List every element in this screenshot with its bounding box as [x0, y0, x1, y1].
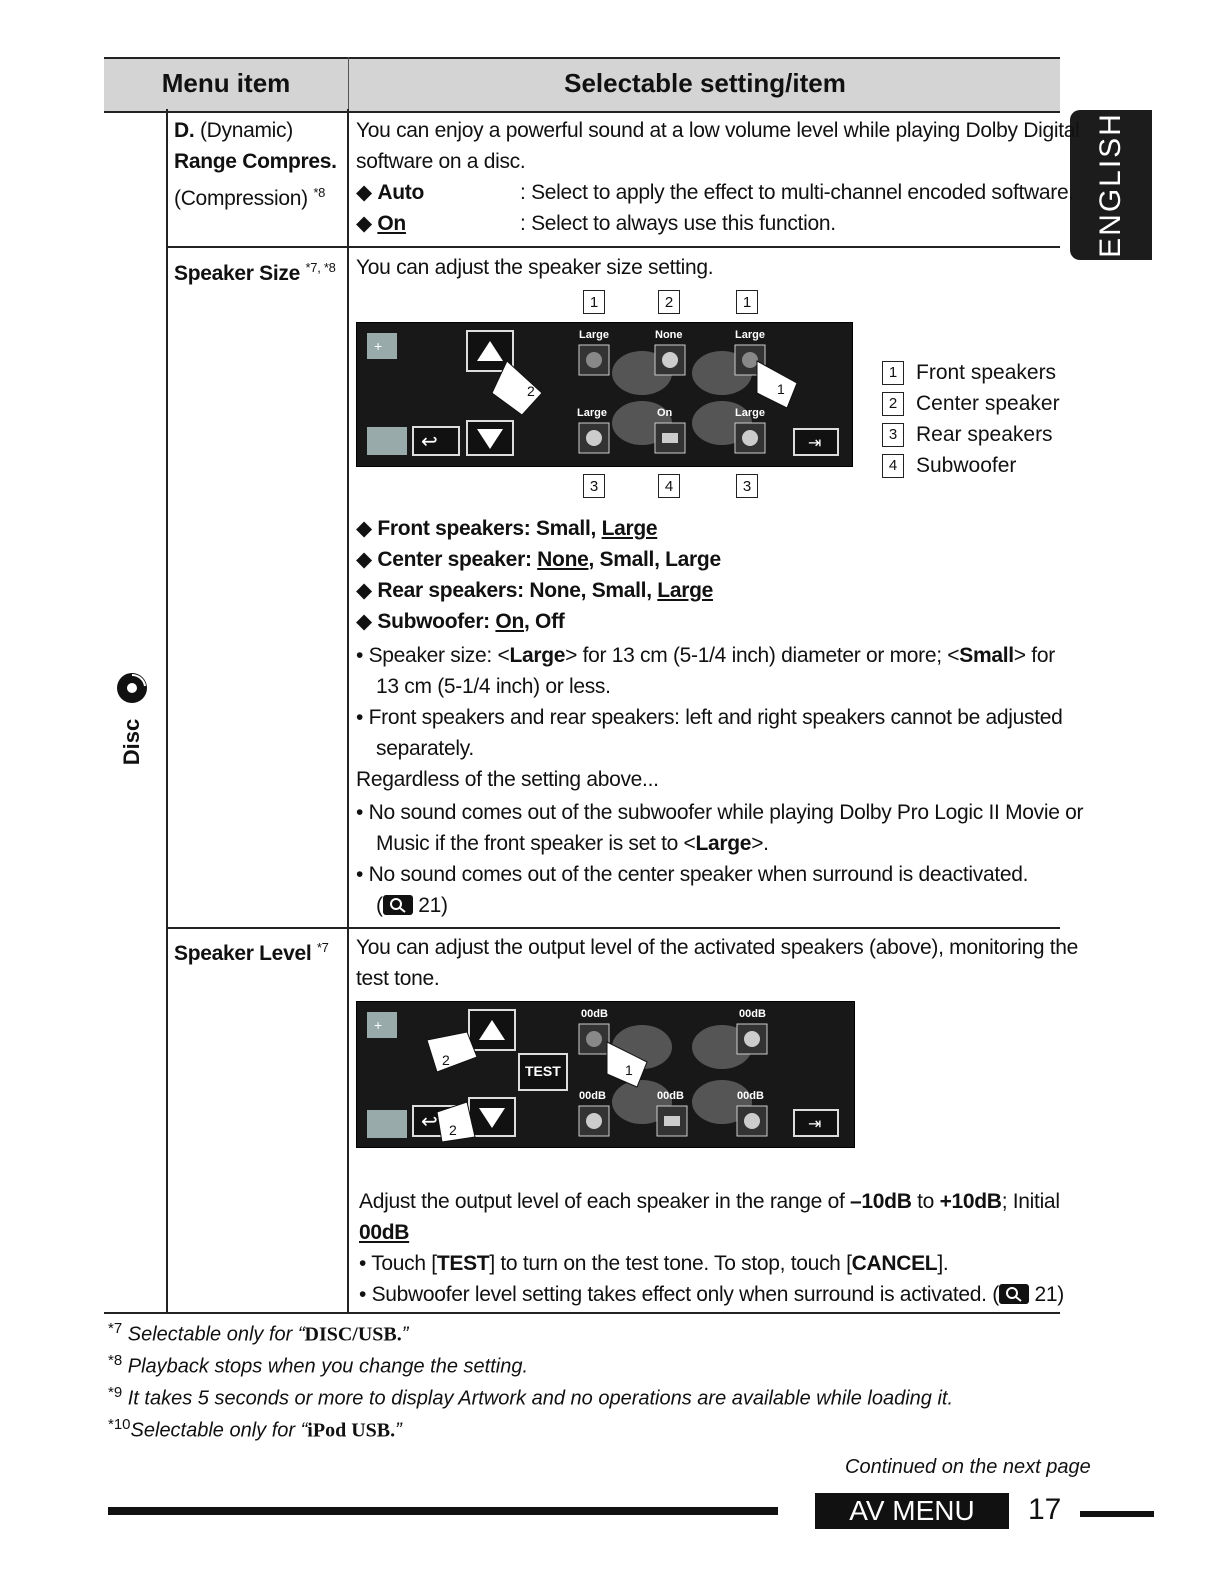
screen-label-rear-left: Large [577, 407, 607, 419]
note-speaker-size-cont: 13 cm (5-1/4 inch) or less. [376, 675, 611, 698]
regardless-text: Regardless of the setting above... [356, 768, 659, 791]
table-bottom-rule [104, 1312, 1060, 1314]
hand-step-2: 2 [527, 383, 535, 399]
legend-item: 1 Front speakers [882, 357, 1060, 388]
screen-label-front-right: Large [735, 329, 765, 341]
callout-number: 4 [658, 474, 680, 498]
footer-section: AV MENU [815, 1493, 1009, 1529]
hand-step-1: 1 [777, 381, 785, 397]
hand-step-2: 2 [449, 1122, 457, 1138]
row-divider-1 [166, 246, 1060, 248]
screen-label-sub: On [657, 407, 673, 419]
speaker-level-illustration [357, 1002, 854, 1147]
note-center: • No sound comes out of the center speaker when surround is deactivated. [356, 863, 1029, 886]
screen-label-rear-right: Large [735, 407, 765, 419]
svg-text:↩: ↩ [421, 431, 438, 453]
level-label: 00dB [737, 1090, 764, 1102]
speaker-size-desc: You can adjust the speaker size setting. [356, 256, 714, 279]
legend-item: 4 Subwoofer [882, 450, 1060, 481]
language-tab: ENGLISH [1070, 110, 1152, 260]
disc-section-label: Disc [112, 670, 152, 760]
level-label: 00dB [739, 1008, 766, 1020]
screen-label-front: Large [579, 329, 609, 341]
speaker-level-desc-2: test tone. [356, 967, 440, 990]
callout-number: 1 [736, 290, 758, 314]
col-divider-mid [347, 109, 349, 1313]
drc-opt-auto-desc: : Select to apply the effect to multi-channel encoded software. [520, 181, 1074, 204]
adjust-range: Adjust the output level of each speaker in the range of –10dB to +10dB; Initial [359, 1190, 1060, 1213]
drc-opt-on-desc: : Select to always use this function. [520, 212, 836, 235]
disc-icon [112, 670, 152, 710]
note-subwoofer-cont: Music if the front speaker is set to <Large>. [376, 832, 769, 855]
note-test: • Touch [TEST] to turn on the test tone. To stop, touch [CANCEL]. [359, 1252, 949, 1275]
drc-name-1: D. (Dynamic) [174, 119, 293, 142]
svg-text:⇥: ⇥ [808, 435, 822, 452]
drc-opt-auto: ◆ Auto [356, 181, 425, 204]
header-selectable: Selectable setting/item [348, 57, 1061, 109]
note-speaker-size: • Speaker size: <Large> for 13 cm (5-1/4 inch) diameter or more; <Small> for [356, 644, 1055, 667]
legend-item: 2 Center speaker [882, 388, 1060, 419]
level-label: 00dB [581, 1008, 608, 1020]
note-center-ref: ( 21) [376, 894, 448, 917]
drc-name-3: (Compression) $^{*8}$ [174, 185, 326, 210]
row-divider-2 [166, 927, 1060, 929]
callout-number: 2 [658, 290, 680, 314]
hand-step-1: 1 [625, 1062, 633, 1078]
header-menu-item: Menu item [161, 67, 291, 98]
note-front-rear: • Front speakers and rear speakers: left and right speakers cannot be adjusted [356, 706, 1063, 729]
drc-name-2: Range Compres. [174, 150, 337, 173]
hand-step-2: 2 [442, 1052, 450, 1068]
footer-rule-right [1080, 1511, 1154, 1517]
opt-rear: ◆ Rear speakers: None, Small, Large [356, 579, 713, 602]
speaker-size-name: Speaker Size $^{*7, *8}$ [174, 260, 336, 285]
continued-note: Continued on the next page [845, 1456, 1091, 1478]
footnote: $^{*9}$ It takes 5 seconds or more to display Artwork and no operations are available while loading it. [108, 1384, 954, 1410]
legend-item: 3 Rear speakers [882, 419, 1060, 450]
reference-icon [999, 1284, 1029, 1304]
note-subwoofer: • No sound comes out of the subwoofer while playing Dolby Pro Logic II Movie or [356, 801, 1084, 824]
speaker-level-desc-1: You can adjust the output level of the activated speakers (above), monitoring the [356, 936, 1079, 959]
svg-text:↩: ↩ [421, 1111, 438, 1133]
footer-rule-left [108, 1507, 778, 1515]
svg-text:+: + [374, 1017, 383, 1033]
level-label: 00dB [579, 1090, 606, 1102]
screen-label-center: None [655, 329, 683, 341]
speaker-level-name: Speaker Level $^{*7}$ [174, 940, 329, 965]
callout-number: 3 [583, 474, 605, 498]
test-button[interactable]: TEST [525, 1063, 561, 1079]
note-sub-level: • Subwoofer level setting takes effect only when surround is activated. ( 21) [359, 1283, 1064, 1306]
footnote: $^{*10}$Selectable only for “iPod USB.” [108, 1416, 402, 1442]
callout-number: 1 [583, 290, 605, 314]
opt-center: ◆ Center speaker: None, Small, Large [356, 548, 721, 571]
speaker-level-screen [356, 1001, 855, 1148]
footnote: $^{*7}$ Selectable only for “DISC/USB.” [108, 1320, 409, 1346]
note-front-rear-cont: separately. [376, 737, 474, 760]
reference-icon [383, 895, 413, 915]
col-divider-left [166, 109, 168, 1313]
callout-number: 3 [736, 474, 758, 498]
initial-value: 00dB [359, 1221, 410, 1244]
drc-desc-2: software on a disc. [356, 150, 526, 173]
level-label: 00dB [657, 1090, 684, 1102]
drc-opt-on: ◆ On [356, 212, 406, 235]
opt-front: ◆ Front speakers: Small, Large [356, 517, 658, 540]
opt-sub: ◆ Subwoofer: On, Off [356, 610, 565, 633]
page-number: 17 [1028, 1493, 1062, 1526]
drc-desc-1: You can enjoy a powerful sound at a low volume level while playing Dolby Digital [356, 119, 1080, 142]
speaker-legend [882, 357, 1060, 481]
svg-text:⇥: ⇥ [808, 1116, 822, 1133]
speaker-size-screen [356, 322, 853, 467]
footnote: $^{*8}$ Playback stops when you change the setting. [108, 1352, 529, 1378]
svg-text:+: + [374, 338, 383, 354]
